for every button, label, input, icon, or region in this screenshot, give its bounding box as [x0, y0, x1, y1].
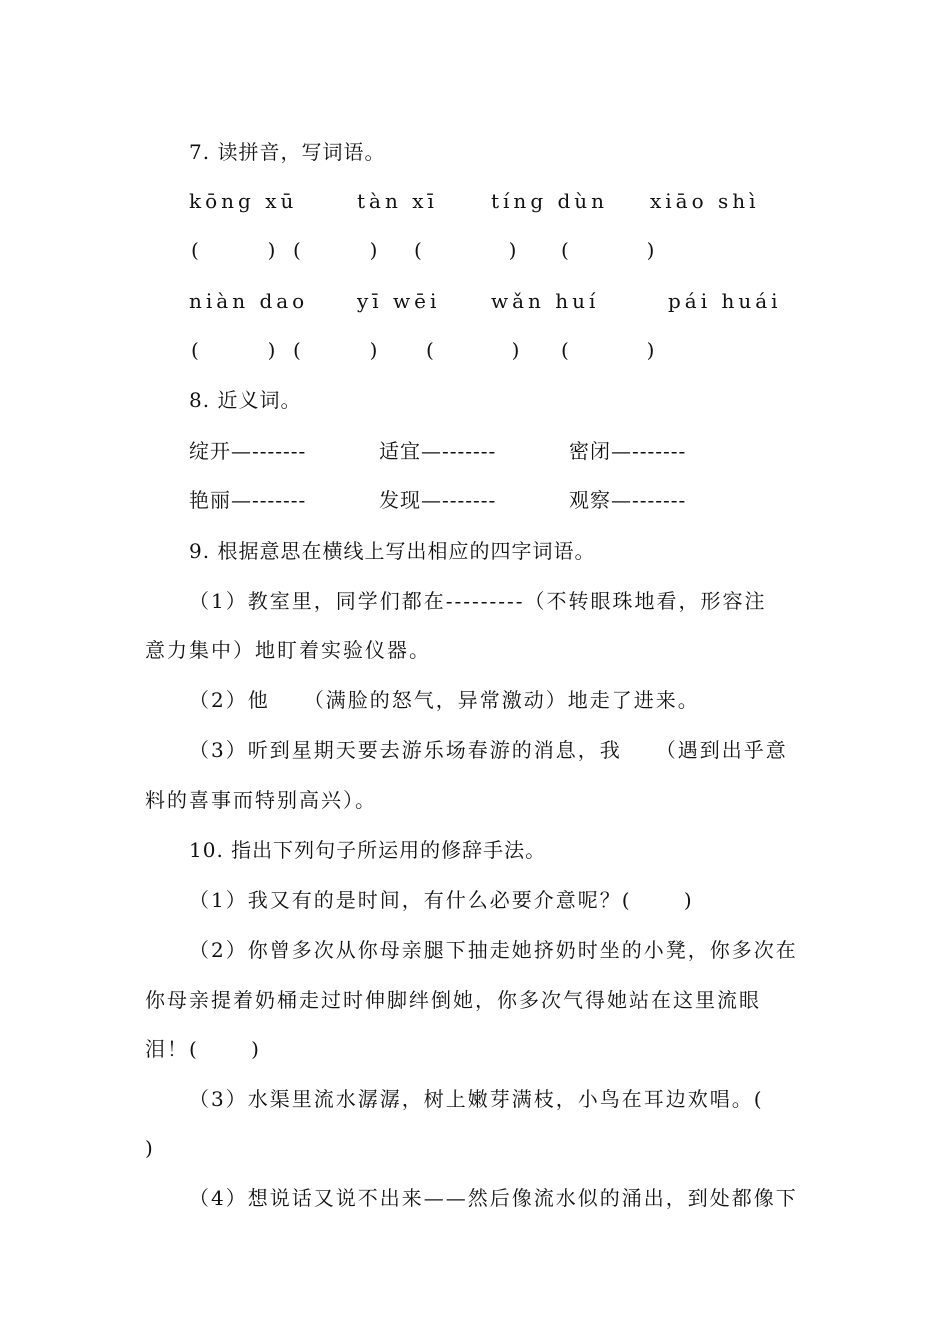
- pinyin-6: yī wēi: [357, 289, 441, 313]
- pinyin-3: tíng dùn: [491, 189, 609, 213]
- q10-item3-line2: ): [145, 1136, 154, 1160]
- synonym-5: 发现—-------: [379, 488, 497, 512]
- q10-item2-line1: （2）你曾多次从你母亲腿下抽走她挤奶时坐的小凳，你多次在: [189, 938, 798, 962]
- q9-item1-line2: 意力集中）地盯着实验仪器。: [145, 638, 431, 662]
- q9-title: 9. 根据意思在横线上写出相应的四字词语。: [189, 539, 596, 563]
- answer-paren-6[interactable]: ( ): [293, 338, 380, 362]
- q8-title: 8. 近义词。: [189, 388, 302, 412]
- answer-paren-7[interactable]: ( ): [426, 338, 523, 362]
- pinyin-1: kōng xū: [189, 189, 298, 213]
- q10-item2-line3: 泪！( ): [145, 1037, 261, 1061]
- q10-item3-line1: （3）水渠里流水潺潺，树上嫩芽满枝，小鸟在耳边欢唱。(: [189, 1087, 764, 1111]
- q9-item3-line1: （3）听到星期天要去游乐场春游的消息，我 （遇到出乎意: [189, 738, 788, 762]
- answer-paren-8[interactable]: ( ): [561, 338, 658, 362]
- answer-paren-3[interactable]: ( ): [414, 238, 521, 262]
- pinyin-2: tàn xī: [357, 189, 438, 213]
- q10-title: 10. 指出下列句子所运用的修辞手法。: [189, 838, 547, 862]
- q10-item1: （1）我又有的是时间，有什么必要介意呢？( ): [189, 888, 694, 912]
- q10-item4-line1: （4）想说话又说不出来——然后像流水似的涌出，到处都像下: [189, 1186, 798, 1210]
- q7-title: 7. 读拼音，写词语。: [189, 140, 386, 164]
- answer-paren-4[interactable]: ( ): [561, 238, 658, 262]
- q9-item1-line1: （1）教室里，同学们都在---------（不转眼珠地看，形容注: [189, 589, 767, 613]
- answer-paren-1[interactable]: ( ): [191, 238, 278, 262]
- synonym-4: 艳丽—-------: [189, 488, 307, 512]
- synonym-3: 密闭—-------: [569, 439, 687, 463]
- q9-item2: （2）他 （满脸的怒气，异常激动）地走了进来。: [189, 688, 700, 712]
- pinyin-8: pái huái: [668, 289, 782, 313]
- synonym-6: 观察—-------: [569, 488, 687, 512]
- answer-paren-2[interactable]: ( ): [293, 238, 380, 262]
- answer-paren-5[interactable]: ( ): [191, 338, 278, 362]
- synonym-1: 绽开—-------: [189, 439, 307, 463]
- pinyin-7: wǎn huí: [491, 289, 600, 313]
- q10-item2-line2: 你母亲提着奶桶走过时伸脚绊倒她，你多次气得她站在这里流眼: [145, 988, 761, 1012]
- pinyin-5: niàn dao: [189, 289, 309, 313]
- pinyin-4: xiāo shì: [650, 189, 760, 213]
- synonym-2: 适宜—-------: [379, 439, 497, 463]
- q9-item3-line2: 料的喜事而特别高兴）。: [145, 788, 377, 812]
